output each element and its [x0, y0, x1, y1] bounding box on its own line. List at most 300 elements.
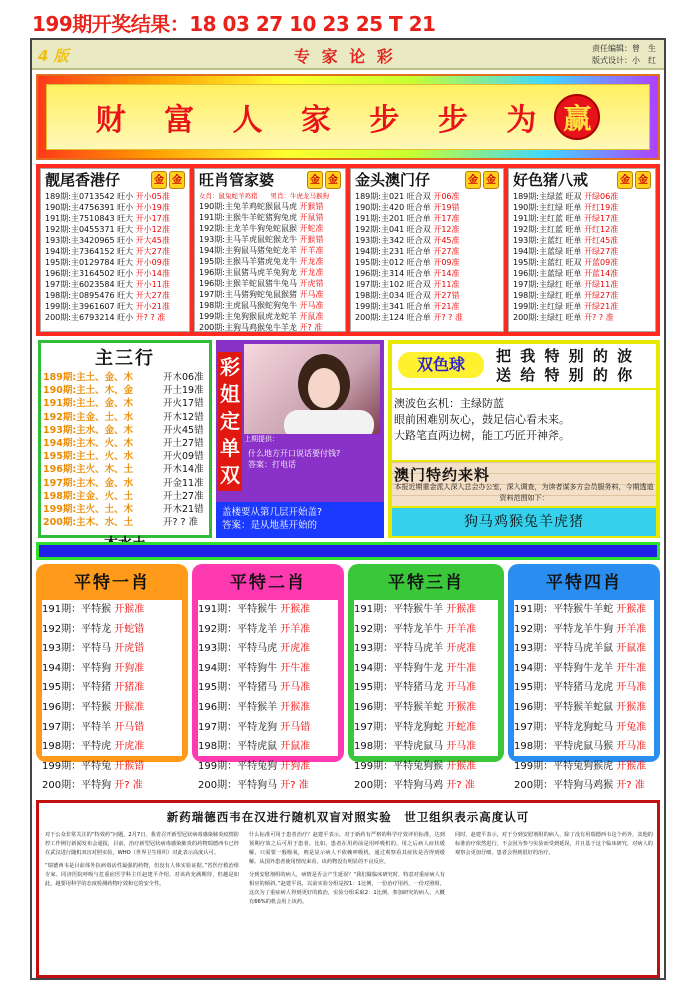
row-prediction: 190期:主4756391 旺小	[45, 203, 136, 212]
tetu-row	[514, 776, 654, 796]
box-row	[195, 311, 345, 322]
gold-coin-icon: 金	[151, 171, 167, 189]
row-result: 开绿21准	[584, 302, 619, 311]
element-result: 开火09错	[163, 451, 204, 463]
element-prediction: 197期:主木、金、水	[43, 477, 134, 489]
box-title	[351, 169, 503, 191]
box-row	[195, 234, 345, 245]
tetu-prediction: 194期：平特狗牛龙羊	[514, 662, 617, 674]
tetu-row	[514, 659, 654, 679]
tetu-row	[514, 620, 654, 640]
row-result: 开大27准	[135, 247, 170, 256]
box-subtitle: 女肖：鼠兔蛇羊鸡猪 男肖：牛虎龙马猴狗	[199, 192, 329, 200]
row-prediction: 197期:主绿红 旺单	[513, 280, 585, 289]
tetu-result: 开? 准	[446, 780, 475, 792]
box-row	[195, 322, 345, 333]
tetu-result: 开猴准	[446, 760, 477, 772]
element-prediction: 193期:主水、金、木	[43, 424, 134, 436]
tetu-prediction: 196期：平特猴羊蛇	[354, 701, 447, 713]
box-row	[351, 257, 503, 268]
element-result: 开金11准	[163, 477, 204, 489]
row-prediction: 197期:主马猪狗蛇兔鼠猴猪	[199, 290, 300, 299]
element-prediction: 192期:主金、土、水	[43, 411, 134, 423]
tetu-result: 开虎准	[114, 741, 145, 753]
tetu-list	[354, 600, 498, 792]
tetu-prediction: 195期：平特猪马龙虎	[514, 682, 617, 694]
macau-title: 澳门特约来料	[394, 466, 491, 484]
box-macau	[350, 168, 504, 332]
win-coin-icon: 赢	[554, 94, 600, 140]
row-result: 开蓝14准	[584, 269, 619, 278]
divider-bar	[36, 542, 660, 560]
tetu-result: 开猴准	[616, 701, 647, 713]
right-middle-panel	[388, 340, 660, 538]
editor-credits	[592, 43, 656, 67]
element-result: 开? ? 准	[163, 517, 199, 529]
tetu-prediction: 191期：平特猴	[42, 604, 115, 615]
row-prediction: 194期:主7364152 旺大	[45, 247, 136, 256]
box-row	[509, 290, 655, 301]
three-elements-panel	[38, 340, 212, 538]
model-photo-icon	[244, 344, 380, 434]
tetu-row	[198, 659, 338, 679]
tetu-prediction: 199期：平特兔狗	[198, 760, 281, 772]
box-title-text: 旺肖管家婆	[199, 171, 275, 189]
element-row	[41, 371, 209, 384]
row-result: 开红19准	[584, 203, 619, 212]
box-row	[195, 289, 345, 300]
box-row	[41, 312, 189, 323]
tetu-row	[198, 718, 338, 738]
element-prediction: 199期:主火、土、木	[43, 504, 134, 516]
box-title	[195, 169, 345, 191]
row-result: 开27错	[433, 291, 460, 300]
row-result: 开? ? 准	[433, 313, 463, 322]
tetu-prediction: 197期：平特龙狗	[198, 721, 281, 733]
news-title: 新药瑞德西韦在汉进行随机双盲对照实验 世卫组织表示高度认可	[166, 810, 530, 824]
row-result: 开小05准	[135, 192, 170, 201]
vertical-char: 彩	[220, 355, 240, 379]
row-result: 开马准	[299, 301, 324, 310]
element-prediction: 200期:主木、水、土	[43, 517, 134, 529]
tetu-row	[42, 718, 182, 738]
row-prediction: 196期:主蓝绿 旺单	[513, 269, 585, 278]
tetu-result: 开虎准	[280, 643, 311, 655]
edition-badge: 4 版	[38, 47, 69, 65]
tetu-result: 开猴准	[114, 701, 145, 713]
element-row	[41, 503, 209, 516]
row-result: 开小12准	[135, 225, 170, 234]
tetu-prediction: 196期：平特猴羊	[198, 701, 281, 713]
tetu-prediction: 198期：平特虎	[42, 741, 115, 753]
box-row	[41, 257, 189, 268]
box-row	[509, 312, 655, 323]
news-paragraph: 什么标准可用于患者治疗？赵建平表示，对于新药有严格的科学疗效评价标准，达到预期疗效之后可用于患者。比如，患者在用药前是用呼吸机的，用之后病人症状缓解，只需要一般吸氧，则是显示病人不依赖呼吸机，通过观察看其症状是否得到缓解。从国外患者使用情况来看，该药物没有明显的不良反应。	[249, 832, 445, 865]
box-row	[509, 268, 655, 279]
row-result: 开鼠错	[299, 213, 324, 222]
row-result: 开21准	[433, 302, 460, 311]
box-row	[509, 191, 655, 202]
element-result: 开火45错	[163, 424, 204, 436]
news-col1	[45, 831, 239, 893]
caijie-vertical-title	[218, 352, 242, 491]
row-result: 开猴错	[299, 202, 324, 211]
element-result: 开木12错	[163, 411, 204, 423]
tetu-row	[198, 776, 338, 796]
box-row	[41, 235, 189, 246]
row-result: 开14准	[433, 269, 460, 278]
row-result: 开? 准	[299, 323, 323, 332]
tetu-prediction: 193期：平特马虎羊鼠	[514, 643, 617, 655]
tetu-result: 开? 准	[280, 780, 309, 792]
news-paragraph: 同时，赵建平表示，对于分到安慰剂组的病人，除了没有用瑞德西韦这个药外，其他的标准治疗依然进行，不会因为参与实验而受到延误，并且基于这个临床研究，对病人的观察会更加仔细，患者会得到很好的治疗。	[455, 832, 653, 856]
tetu-result: 开蛇错	[114, 623, 145, 635]
row-result: 开小11准	[135, 280, 170, 289]
row-prediction: 198期:主0895476 旺大	[45, 291, 136, 300]
row-result: 开绿17准	[584, 214, 619, 223]
row-prediction: 191期:主7510843 旺大	[45, 214, 136, 223]
box-row	[351, 301, 503, 312]
box-color	[508, 168, 656, 332]
riddle-blue-line1: 盖楼要从第几层开始盖?	[222, 507, 323, 518]
news-paragraph: 对于公众非常关注的“特效药”问题，2月7日，我省召开新型冠状病毒感染肺炎疫情防控工作例行新闻发布会通报，目前，治疗新型冠状病毒感染肺炎的药物瑞德西韦已经在武汉进行随机双盲对照实验，WHO（世界卫生组织）对此表示高度认可。	[45, 832, 239, 856]
tetu-prediction: 192期：平特龙羊牛	[354, 623, 447, 635]
tetu-prediction: 198期：平特虎鼠马猴	[514, 741, 617, 753]
box-title-text: 金头澳门仔	[355, 171, 431, 189]
row-prediction: 192期:主041 旺合双	[355, 225, 434, 234]
tetu-row	[42, 737, 182, 757]
row-result: 开45准	[433, 236, 460, 245]
riddle-line2: 答案：打电话	[248, 460, 296, 469]
row-result: 开绿06准	[584, 192, 619, 201]
middle-row	[36, 340, 660, 538]
box-row	[509, 257, 655, 268]
tetu-two	[192, 564, 344, 792]
layout-label: 版式设计：小 红	[592, 56, 656, 65]
tetu-prediction: 191期：平特猴牛羊	[354, 604, 447, 615]
row-result: 开绿11准	[584, 280, 619, 289]
box-row	[41, 246, 189, 257]
box-row	[351, 202, 503, 213]
row-result: 开蓝09准	[584, 258, 619, 267]
element-result: 开火17错	[163, 398, 204, 410]
row-result: 开大45准	[135, 236, 170, 245]
tetu-prediction: 193期：平特马	[42, 643, 115, 655]
row-prediction: 194期:主231 旺合单	[355, 247, 434, 256]
tetu-title: 平特二肖	[230, 573, 306, 593]
row-prediction: 199期:主红绿 旺单	[513, 302, 585, 311]
tetu-row	[514, 639, 654, 659]
row-prediction: 193期:主马羊虎鼠蛇猴龙牛	[199, 235, 300, 244]
row-result: 开09准	[433, 258, 460, 267]
tetu-result: 开鼠准	[280, 741, 311, 753]
ssq-slogan	[496, 347, 634, 385]
tetu-row	[354, 620, 498, 640]
row-result: 开蛇准	[299, 224, 324, 233]
row-prediction: 190期:主兔羊鸡蛇猴鼠马虎	[199, 202, 300, 211]
tetu-result: 开牛准	[446, 662, 477, 674]
vertical-char: 双	[220, 463, 240, 487]
tetu-prediction: 197期：平特龙狗蛇	[354, 721, 447, 733]
row-result: 开27准	[433, 247, 460, 256]
tetu-row	[42, 639, 182, 659]
row-prediction: 198期:主虎鼠马猴蛇狗兔牛	[199, 301, 300, 310]
box-row	[351, 312, 503, 323]
row-prediction: 197期:主6023584 旺大	[45, 280, 136, 289]
row-prediction: 191期:主红蓝 旺单	[513, 214, 585, 223]
hint-line: 大路笔直两边树，能工巧匠开神斧。	[394, 429, 570, 442]
row-result: 开小09准	[135, 258, 170, 267]
tetu-result: 开猴准	[616, 760, 647, 772]
row-prediction: 195期:主0129784 旺大	[45, 258, 136, 267]
element-row	[41, 516, 209, 529]
tetu-prediction: 194期：平特狗	[42, 662, 115, 674]
news-article	[36, 800, 660, 978]
row-prediction: 196期:主3164502 旺小	[45, 269, 136, 278]
element-row	[41, 450, 209, 463]
tetu-result: 开马错	[114, 721, 145, 733]
tetu-prediction: 191期：平特猴牛	[198, 604, 281, 615]
element-result: 开木14准	[163, 464, 204, 476]
row-result: 开小21准	[135, 302, 170, 311]
tetu-row	[514, 718, 654, 738]
row-result: 开绿27准	[584, 291, 619, 300]
tetu-result: 开猴错	[114, 760, 145, 772]
box-row	[41, 213, 189, 224]
tetu-prediction: 199期：平特兔狗猴	[354, 760, 447, 772]
row-prediction: 198期:主绿红 旺单	[513, 291, 585, 300]
box-row	[195, 245, 345, 256]
tetu-prediction: 200期：平特狗马鸡猴	[514, 780, 617, 792]
row-prediction: 199期:主兔狗猴鼠虎龙蛇羊	[199, 312, 300, 321]
box-row	[509, 235, 655, 246]
row-prediction: 199期:主341 旺合单	[355, 302, 434, 311]
tetu-row	[42, 776, 182, 796]
tetu-row	[354, 659, 498, 679]
box-row	[41, 290, 189, 301]
tetu-result: 开猴准	[616, 604, 647, 615]
tetu-result: 开? 准	[616, 780, 645, 792]
row-prediction: 195期:主猴马羊猪虎兔龙牛	[199, 257, 300, 266]
row-prediction: 190期:主红绿 旺单	[513, 203, 585, 212]
element-prediction: 198期:主金、火、土	[43, 490, 134, 502]
box-row	[195, 300, 345, 311]
tetu-row	[198, 757, 338, 777]
tetu-row	[514, 698, 654, 718]
tetu-prediction: 192期：平特龙羊牛狗	[514, 623, 617, 635]
tetu-prediction: 195期：平特猪	[42, 682, 115, 694]
tetu-prediction: 198期：平特虎鼠马	[354, 741, 447, 753]
box-row	[509, 279, 655, 290]
row-result: 开绿27准	[584, 247, 619, 256]
tetu-row	[42, 757, 182, 777]
tetu-row	[198, 600, 338, 620]
riddle-text	[248, 448, 340, 470]
top-result-line: 199期开奖结果：18 03 27 10 23 25 T 21	[32, 12, 436, 36]
element-row	[41, 490, 209, 503]
row-prediction: 189期:主绿蓝 旺双	[513, 192, 585, 201]
vertical-char: 姐	[220, 382, 240, 406]
row-result: 开红45准	[584, 236, 619, 245]
gold-coin-icon: 金	[483, 171, 499, 189]
tetu-title: 平特三肖	[388, 573, 464, 593]
row-prediction: 198期:主034 旺合双	[355, 291, 434, 300]
row-result: 开龙准	[299, 268, 324, 277]
row-result: 开马准	[299, 290, 324, 299]
box-row	[41, 279, 189, 290]
ssq-header	[392, 344, 656, 388]
tetu-prediction: 199期：平特兔	[42, 760, 115, 772]
box-row	[41, 191, 189, 202]
tetu-row	[354, 757, 498, 777]
tetu-result: 开牛准	[280, 662, 311, 674]
tetu-row	[42, 600, 182, 620]
news-col2	[249, 831, 445, 911]
element-row	[41, 411, 209, 424]
row-prediction: 193期:主3420965 旺小	[45, 236, 136, 245]
row-prediction: 197期:主102 旺合双	[355, 280, 434, 289]
tetu-row	[198, 698, 338, 718]
row-prediction: 193期:主蓝红 旺单	[513, 236, 585, 245]
box-row	[509, 202, 655, 213]
macau-material	[392, 462, 656, 506]
tetu-result: 开猴准	[114, 604, 145, 615]
box-row	[351, 279, 503, 290]
element-row	[41, 397, 209, 410]
tetu-row	[42, 659, 182, 679]
row-result: 开17准	[433, 214, 460, 223]
row-result: 开11准	[433, 280, 460, 289]
tetu-prediction: 193期：平特马虎	[198, 643, 281, 655]
row-prediction: 189期:主021 旺合双	[355, 192, 434, 201]
row-result: 开12准	[433, 225, 460, 234]
tetu-row	[42, 698, 182, 718]
row-result: 开? ? 准	[135, 313, 166, 322]
row-prediction: 200期:主124 旺合单	[355, 313, 434, 322]
tetu-row	[354, 698, 498, 718]
box-row	[195, 256, 345, 267]
element-result: 开木06准	[163, 372, 204, 383]
box-row	[41, 202, 189, 213]
box-row	[41, 301, 189, 312]
box-title-text: 靓尾香港仔	[45, 171, 121, 189]
box-row	[195, 212, 345, 223]
element-result: 开土27准	[163, 490, 204, 502]
riddle-blue-box	[216, 502, 384, 538]
tetu-result: 开马准	[446, 741, 477, 753]
row-result: 开19错	[433, 203, 460, 212]
element-result: 开木21错	[163, 504, 204, 516]
element-result: 开土27错	[163, 438, 204, 450]
three-elements-title: 主三行	[95, 348, 155, 369]
element-prediction: 189期:主土、金、木	[43, 372, 134, 383]
tetu-row	[354, 678, 498, 698]
row-result: 开大27准	[135, 291, 170, 300]
tetu-row	[198, 620, 338, 640]
tetu-prediction: 199期：平特兔狗猴虎	[514, 760, 617, 772]
box-row	[41, 268, 189, 279]
tetu-row	[198, 639, 338, 659]
row-prediction: 196期:主鼠猪马虎羊兔狗龙	[199, 268, 300, 277]
tetu-result: 开猪准	[114, 682, 145, 694]
tetu-result: 开马准	[616, 741, 647, 753]
tetu-row	[354, 737, 498, 757]
hint-line: 澳波色玄机：主绿防蓝	[394, 397, 504, 410]
box-title	[509, 169, 655, 191]
tetu-prediction: 194期：平特狗牛龙	[354, 662, 447, 674]
tetu-result: 开牛准	[616, 662, 647, 674]
element-row	[41, 437, 209, 450]
element-prediction: 190期:主土、木、金	[43, 385, 134, 397]
tetu-four	[508, 564, 660, 792]
newspaper-page	[30, 38, 666, 980]
caijie-panel	[216, 340, 384, 538]
row-prediction: 192期:主0455371 旺大	[45, 225, 136, 234]
row-prediction: 199期:主3961607 旺大	[45, 302, 136, 311]
provider-label: 上期提供：	[244, 435, 279, 443]
gold-coin-icon: 金	[169, 171, 185, 189]
row-prediction: 191期:主201 旺合单	[355, 214, 434, 223]
tetu-prediction: 196期：平特猴	[42, 701, 115, 713]
tetu-prediction: 196期：平特猴羊蛇鼠	[514, 701, 617, 713]
tetu-row	[354, 639, 498, 659]
row-prediction: 200期:主6793214 旺小	[45, 313, 136, 322]
box-row	[351, 224, 503, 235]
vertical-char: 单	[220, 436, 240, 460]
ssq-logo: 双色球	[398, 352, 484, 378]
element-row	[41, 477, 209, 490]
row-prediction: 193期:主342 旺合双	[355, 236, 434, 245]
tetu-result: 开虎准	[446, 643, 477, 655]
box-row	[509, 301, 655, 312]
column-title: 专 家 论 彩	[294, 47, 396, 66]
row-prediction: 200期:主绿红 旺单	[513, 313, 585, 322]
row-prediction: 195期:主012 旺合单	[355, 258, 434, 267]
tetu-prediction: 195期：平特猪马龙	[354, 682, 447, 694]
box-row	[195, 201, 345, 212]
element-row	[41, 424, 209, 437]
tetu-prediction: 197期：平特羊	[42, 721, 115, 733]
tetu-three	[348, 564, 504, 792]
news-col3	[455, 831, 653, 862]
ssq-line2: 送 给 特 别 的 你	[496, 366, 635, 384]
tetu-prediction: 191期：平特猴牛羊蛇	[514, 604, 617, 615]
tetu-result: 开兔准	[616, 721, 647, 733]
tetu-row	[354, 718, 498, 738]
tetu-prediction: 200期：平特狗	[42, 780, 115, 792]
tetu-result: 开狗准	[114, 662, 145, 674]
box-row	[351, 268, 503, 279]
riddle-line1: 什么地方开口说话要付钱?	[248, 449, 341, 458]
box-row	[351, 290, 503, 301]
editor-label: 责任编辑：曾 生	[592, 44, 656, 53]
tetu-result: 开猴准	[280, 604, 311, 615]
tetu-row	[514, 600, 654, 620]
row-prediction: 194期:主蓝绿 旺单	[513, 247, 585, 256]
tetu-result: 开羊准	[280, 623, 311, 635]
tetu-title: 平特一肖	[74, 573, 150, 593]
row-prediction: 190期:主420 旺合单	[355, 203, 434, 212]
tetu-row	[354, 776, 498, 796]
tetu-result: 开马准	[446, 682, 477, 694]
tetu-prediction: 193期：平特马虎羊	[354, 643, 447, 655]
news-paragraph: 分到安慰剂组的病人，病情是否会产生延误？“我们做临床研究时，特意对重症病人有相应的倾斜。”赵建平说，以前实验分组是按1：1比例，一份治疗用药，一份对照组，这次为了重症病人得到更好的救治，实验分组采取2：1比例，参加研究的病人，大概有66%的机会用上该药。	[249, 872, 445, 905]
tetu-prediction: 194期：平特狗牛	[198, 662, 281, 674]
tetu-result: 开羊准	[446, 623, 477, 635]
news-paragraph: “瑞德西韦是目前体外抗病毒活性最强的药物，但没有人体实验证据。”省医疗救治组专家、同济医院呼吸与危重症医学科主任赵建平介绍，对该药充满期待，但越是如此，越要用科学的态度检测药物疗效和它的安全性。	[45, 863, 239, 887]
box-row	[509, 246, 655, 257]
tetu-result: 开? 准	[114, 780, 143, 792]
